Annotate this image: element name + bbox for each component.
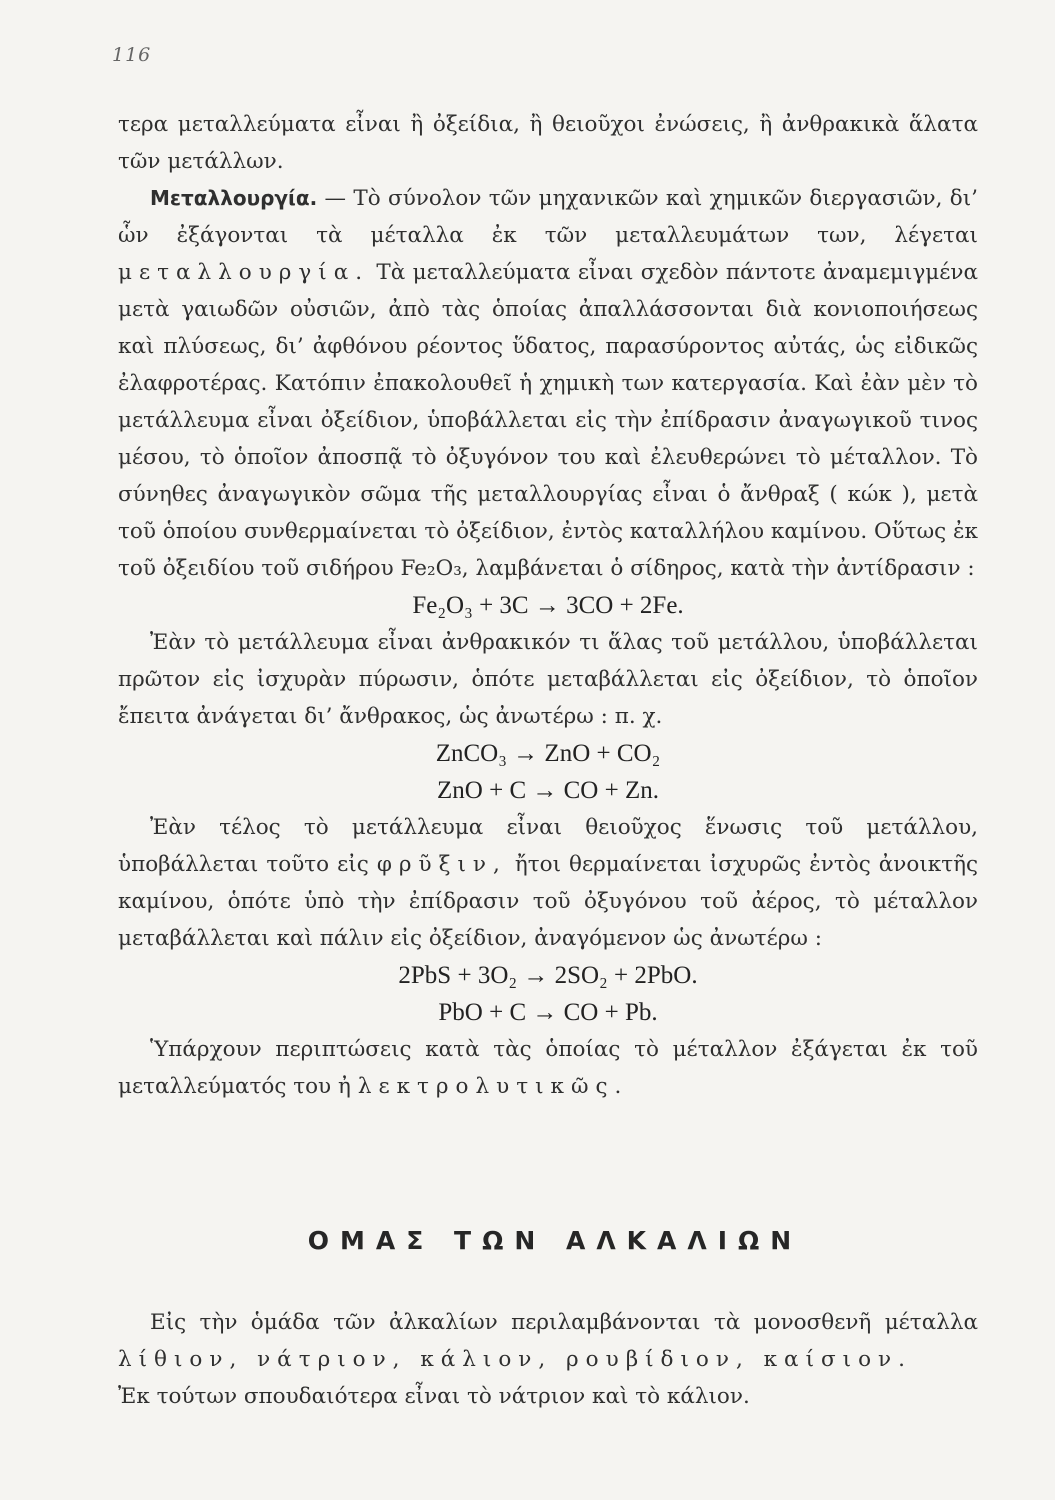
metallurgy-paragraph	[118, 180, 978, 587]
electrolytic-paragraph	[118, 1031, 978, 1105]
intro-paragraph: τερα μεταλλεύματα εἶναι ἢ ὀξείδια, ἢ θειοῦχοι ἐνώσεις, ἢ ἀνθρακικὰ ἅλατα τῶν μετάλλων.	[118, 112, 978, 174]
alkali-paragraph	[118, 1304, 978, 1378]
sulfide-text-2: ἤτοι θερμαίνεται ἰσχυρῶς ἐντὸς ἀνοικτῆς καμίνου, ὁπότε ὑπὸ τὴν ἐπίδρασιν τοῦ ὀξυγόνου τοῦ ἀέρος, τὸ μέταλλον μεταβάλλεται καὶ πάλιν εἰς ὀξείδιον, ἀναγόμενον ὡς ἀνωτέρω :	[118, 852, 979, 951]
main-text-block	[118, 106, 978, 1105]
metallurgy-term: μεταλλουργία.	[118, 260, 370, 285]
alkali-metals-list: λίθιον, νάτριον, κάλιον, ρουβίδιον, καίσιον.	[118, 1347, 912, 1372]
section-title: ΟΜΑΣ ΤΩΝ ΑΛΚΑΛΙΩΝ	[307, 1226, 803, 1255]
metallurgy-heading: Μεταλλουργία.	[150, 186, 318, 210]
sulfide-text-1: Ἐὰν τέλος τὸ μετάλλευμα εἶναι θειοῦχος ἕνωσις τοῦ μετάλλου, ὑποβάλλεται τοῦτο εἰς	[118, 815, 978, 877]
carbonate-paragraph: Ἐὰν τὸ μετάλλευμα εἶναι ἀνθρακικόν τι ἅλας τοῦ μετάλλου, ὑποβάλλεται πρῶτον εἰς ἰσχυρὰν πύρωσιν, ὁπότε μεταβάλλεται εἰς ὀξείδιον, τὸ ὁποῖον ἔπειτα ἀνάγεται δι’ ἄνθρακος, ὡς ἀνωτέρω : π. χ.	[118, 630, 978, 729]
zinc-oxide-equation: ZnO + C → CO + Zn.	[437, 777, 659, 804]
iron-oxide-equation: Fe₂O₃ + 3C → 3CO + 2Fe.	[412, 592, 684, 619]
metallurgy-text-2: Τὰ μεταλλεύματα εἶναι σχεδὸν πάντοτε ἀναμεμιγμένα μετὰ γαιωδῶν οὐσιῶν, ἀπὸ τὰς ὁποίας ἀπαλλάσσονται διὰ κονιοποιήσεως καὶ πλύσεως, δι’ ἀφθόνου ρέοντος ὕδατος, παρασύροντος αὐτάς, ὡς εἰδικῶς ἐλαφροτέρας. Κατόπιν ἐπακολουθεῖ ἡ χημικὴ των κατεργασία. Καὶ ἐὰν μὲν τὸ μετάλλευμα εἶναι ὀξείδιον, ὑποβάλλεται εἰς τὴν ἐπίδρασιν ἀναγωγικοῦ τινος μέσου, τὸ ὁποῖον ἀποσπᾷ τὸ ὀξυγόνον του καὶ ἐλευθερώνει τὸ μέταλλον. Τὸ σύνηθες ἀναγωγικὸν σῶμα τῆς μεταλλουργίας εἶναι ὁ ἄνθραξ ( κώκ ), μετὰ τοῦ ὁποίου συνθερμαίνεται τὸ ὀξείδιον, ἐντὸς καταλλήλου καμίνου. Οὕτως ἐκ τοῦ ὀξειδίου τοῦ σιδήρου Fe₂O₃, λαμβάνεται ὁ σίδηρος, κατὰ τὴν ἀντίδρασιν :	[118, 260, 978, 581]
electrolytic-term: ἠλεκτρολυτικῶς.	[337, 1074, 629, 1099]
metallurgy-text-1: — Τὸ σύνολον τῶν μηχανικῶν καὶ χημικῶν διεργασιῶν, δι’ ὧν ἐξάγονται τὰ μέταλλα ἐκ τῶν μεταλλευμάτων των, λέγεται	[118, 186, 978, 248]
sulfide-term: φρῦξιν,	[376, 852, 507, 877]
zinc-equations	[118, 735, 978, 809]
lead-equations	[118, 957, 978, 1031]
page-number: 116	[112, 44, 152, 66]
sulfide-paragraph	[118, 809, 978, 957]
lead-sulfide-equation: 2PbS + 3O₂ → 2SO₂ + 2PbO.	[398, 962, 698, 989]
alkali-text-block	[118, 1304, 978, 1415]
lead-oxide-equation: PbO + C → CO + Pb.	[438, 999, 658, 1026]
alkali-text-1: Εἰς τὴν ὁμάδα τῶν ἀλκαλίων περιλαμβάνονται τὰ μονοσθενῆ μέταλλα	[150, 1310, 978, 1335]
electrolytic-text: Ὑπάρχουν περιπτώσεις κατὰ τὰς ὁποίας τὸ μέταλλον ἐξάγεται ἐκ τοῦ μεταλλεύματός του	[118, 1037, 978, 1099]
zinc-carbonate-equation: ZnCO₃ → ZnO + CO₂	[435, 740, 661, 767]
alkali-closing-line: Ἐκ τούτων σπουδαιότερα εἶναι τὸ νάτριον καὶ τὸ κάλιον.	[118, 1384, 750, 1409]
